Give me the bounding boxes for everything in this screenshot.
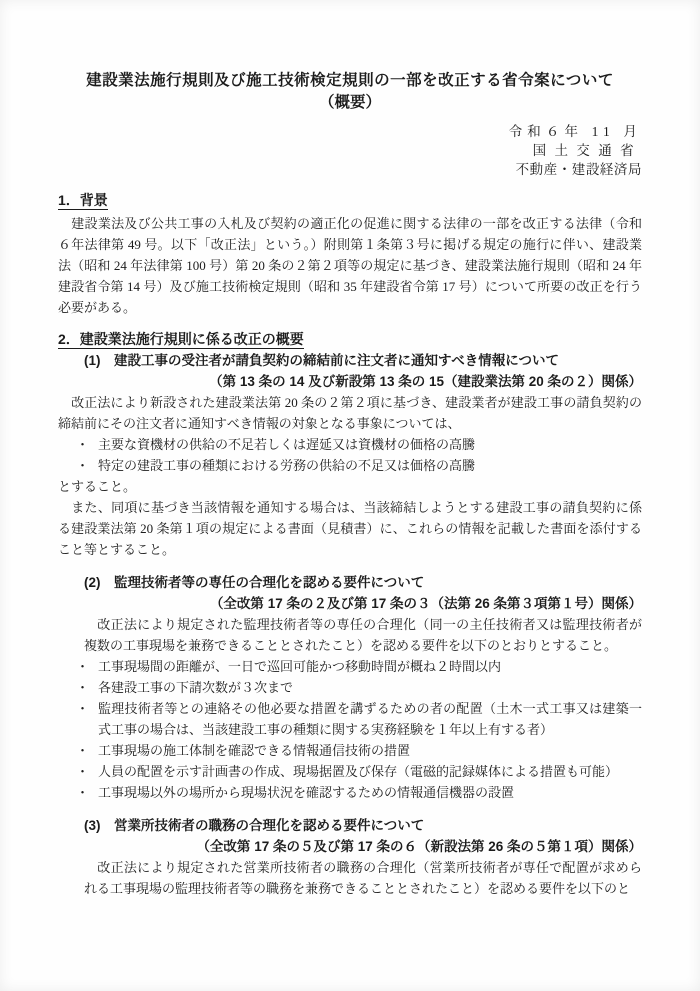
section-1-heading	[58, 189, 642, 211]
subsection-3-heading	[84, 815, 642, 836]
bullet-text: 人員の配置を示す計画書の作成、現場据置及び保存（電磁的記録媒体による措置も可能）	[98, 764, 619, 779]
section-amendment-overview	[58, 328, 642, 899]
subsection-1-reference: （第 13 条の 14 及び新設第 13 条の 15（建設業法第 20 条の２）関係）	[209, 374, 642, 389]
subsection-1	[58, 350, 642, 560]
section-2-heading-text: 2．建設業法施行規則に係る改正の概要	[58, 331, 304, 347]
bullet-marker: ・	[76, 785, 90, 800]
bullet-text: 監理技術者等との連絡その他必要な措置を講ずるための者の配置（土木一式工事又は建築一式工事の場合は、当該建設工事の種類に関する実務経験を１年以上有する者）	[98, 701, 642, 737]
bullet-text: 工事現場間の距離が、一日で巡回可能かつ移動時間が概ね２時間以内	[98, 659, 502, 674]
subsection-2-number: (2)	[84, 575, 101, 590]
subsection-2-heading	[84, 572, 642, 593]
bureau-name: 不動産・建設経済局	[515, 162, 642, 177]
bullet-text: 工事現場の施工体制を確認できる情報通信技術の措置	[98, 743, 411, 758]
subsection-1-title: 建設工事の受注者が請負契約の締結前に注文者に通知すべき情報について	[114, 353, 559, 368]
bullet-marker: ・	[76, 701, 90, 716]
section-background	[58, 189, 642, 318]
subsection-1-bullet-list	[76, 434, 642, 476]
bullet-text: 各建設工事の下請次数が３次まで	[98, 680, 294, 695]
bullet-marker: ・	[76, 659, 90, 674]
bullet-text: 主要な資機材の供給の不足若しくは遅延又は資機材の価格の高騰	[98, 437, 476, 452]
document-meta	[58, 122, 642, 179]
subsection-3-intro: 改正法により規定された営業所技術者の職務の合理化（営業所技術者が専任で配置が求められる工事現場の監理技術者等の職務を兼務できることとされたこと）を認める要件を以下のと	[84, 860, 642, 896]
bullet-marker: ・	[76, 743, 90, 758]
subsection-3	[84, 815, 642, 899]
bullet-text: 特定の建設工事の種類における労務の供給の不足又は価格の高騰	[98, 458, 476, 473]
bullet-marker: ・	[76, 437, 90, 452]
section-1-heading-text: 1．背景	[58, 192, 108, 208]
section-2-heading	[58, 328, 642, 350]
agency-name: 国土交通省	[532, 143, 642, 158]
list-item	[76, 782, 642, 803]
list-item	[76, 677, 642, 698]
subsection-2-title: 監理技術者等の専任の合理化を認める要件について	[114, 575, 425, 590]
subsection-1-closing: とすること。	[58, 479, 137, 494]
list-item	[76, 656, 642, 677]
subsection-2-intro: 改正法により規定された監理技術者等の専任の合理化（同一の主任技術者又は監理技術者が複数の工事現場を兼務できることとされたこと）を認める要件を以下のとおりとすること。	[84, 617, 642, 653]
bullet-marker: ・	[76, 764, 90, 779]
bullet-marker: ・	[76, 680, 90, 695]
subsection-1-intro: 改正法により新設された建設業法第 20 条の２第２項に基づき、建設業者が建設工事の請負契約の締結前にその注文者に通知すべき情報の対象となる事象については、	[58, 395, 642, 431]
bullet-text: 工事現場以外の場所から現場状況を確認するための情報通信機器の設置	[98, 785, 515, 800]
list-item	[76, 761, 642, 782]
subsection-1-heading	[84, 350, 642, 371]
document-header	[58, 70, 642, 179]
list-item	[76, 455, 642, 476]
subsection-3-title: 営業所技術者の職務の合理化を認める要件について	[114, 818, 425, 833]
subsection-3-number: (3)	[84, 818, 101, 833]
subsection-1-paragraph-2: また、同項に基づき当該情報を通知する場合は、当該締結しようとする建設工事の請負契約に係る建設業法第 20 条第１項の規定による書面（見積書）に、これらの情報を記載した書面を添付すること等とすること。	[58, 500, 642, 557]
document-date: 令和６年 11 月	[508, 124, 642, 139]
subsection-3-reference: （全改第 17 条の５及び第 17 条の６（新設法第 26 条の５第１項）関係）	[196, 839, 642, 854]
list-item	[76, 740, 642, 761]
list-item	[76, 434, 642, 455]
document-title: 建設業法施行規則及び施工技術検定規則の一部を改正する省令案について	[86, 72, 614, 89]
list-item	[76, 698, 642, 740]
section-1-body: 建設業法及び公共工事の入札及び契約の適正化の促進に関する法律の一部を改正する法律（令和６年法律第 49 号。以下「改正法」という。）附則第１条第３号に掲げる規定の施行に伴い、建設業法（昭和 24 年法律第 100 号）第 20 条の２第２項等の規定に基づき、建設業法施行規則（昭和 24 年建設省令第 14 号）及び施工技術検定規則（昭和 35 年建設省令第 17 号）について所要の改正を行う必要がある。	[58, 216, 642, 315]
subsection-2	[76, 572, 642, 803]
subsection-2-bullet-list	[76, 656, 642, 803]
document-subtitle: （概要）	[318, 94, 381, 111]
subsection-1-number: (1)	[84, 353, 101, 368]
bullet-marker: ・	[76, 458, 90, 473]
subsection-2-reference: （全改第 17 条の２及び第 17 条の３（法第 26 条第３項第１号）関係）	[209, 596, 642, 611]
